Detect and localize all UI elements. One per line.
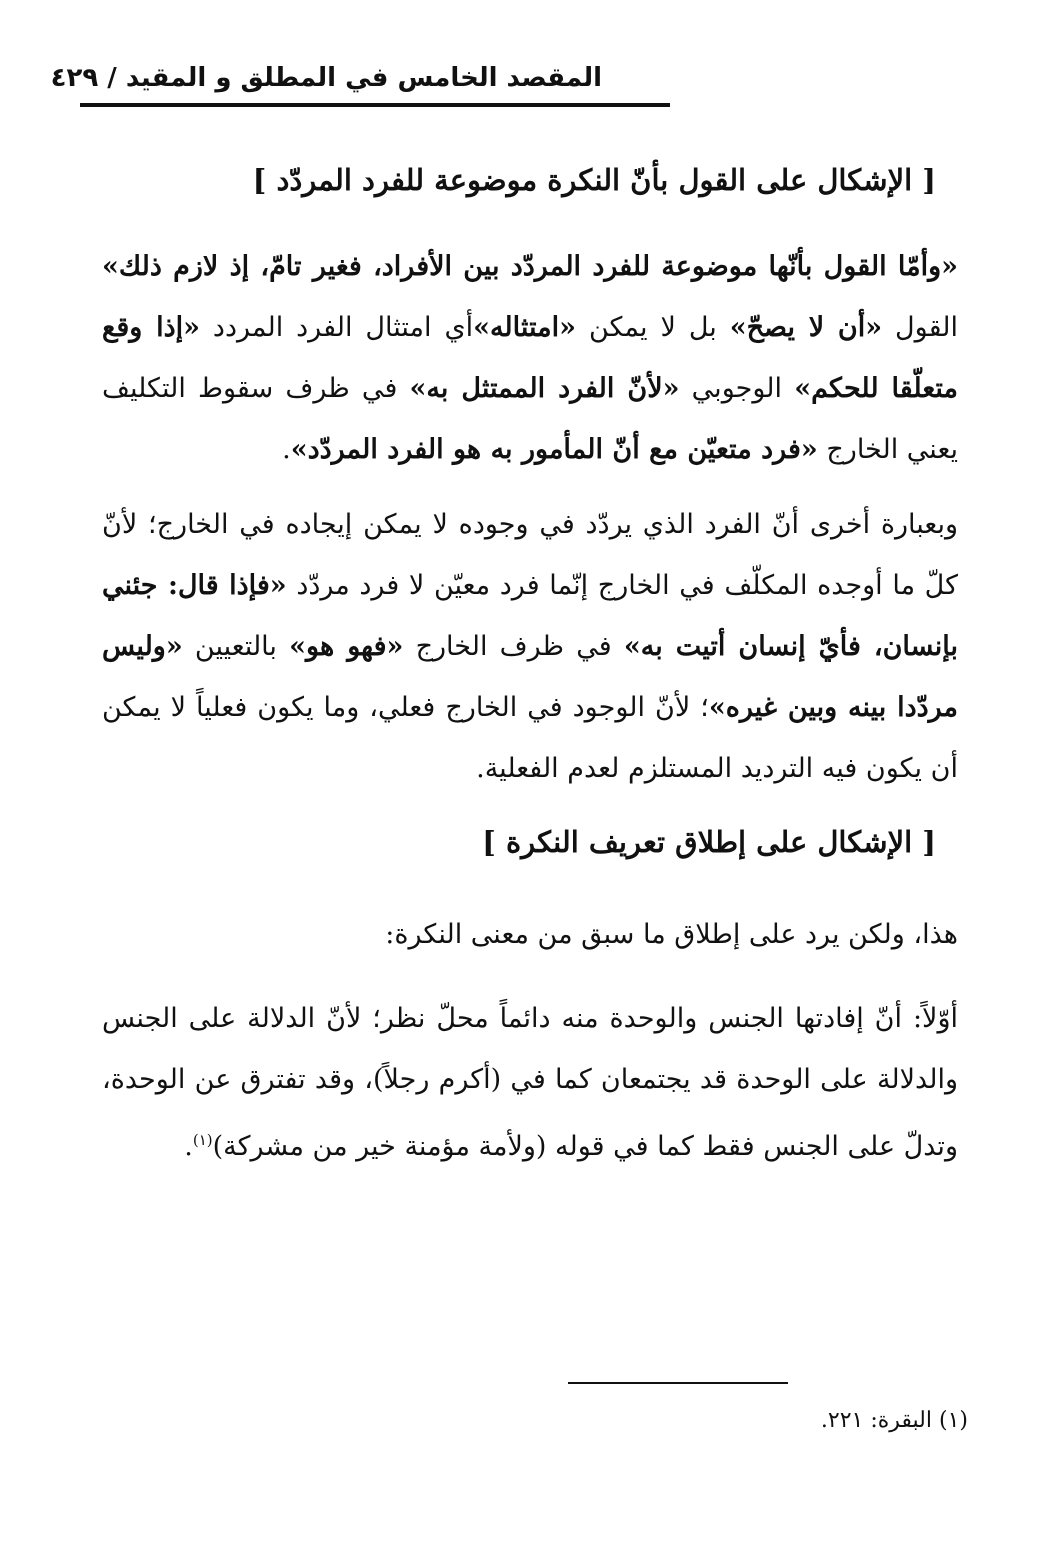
paragraph-3 — [102, 904, 958, 965]
paragraph-1 — [102, 236, 958, 480]
paragraph-2 — [102, 494, 958, 799]
section-heading-1: [ الإشكال على القول بأنّ النكرة موضوعة للفرد المردّد ] — [252, 163, 936, 197]
section-heading-2: [ الإشكال على إطلاق تعريف النكرة ] — [482, 825, 936, 859]
quoted-text: «فهو هو» — [289, 631, 404, 662]
commentary-text: . — [282, 434, 291, 465]
commentary-text: في ظرف سقوط التكليف يعني الخارج — [102, 373, 958, 465]
commentary-text: الوجوبي — [679, 373, 795, 404]
commentary-text: هذا، ولكن يرد على إطلاق ما سبق من معنى النكرة: — [385, 919, 958, 950]
running-header: المقصد الخامس في المطلق و المقيد / ٤٢٩ — [50, 63, 602, 93]
commentary-text: في ظرف الخارج — [403, 631, 624, 662]
quoted-text: «وأمّا القول بأنّها موضوعة للفرد المردّد بين الأفراد، فغير تامّ، إذ لازم ذلك» — [102, 251, 958, 282]
commentary-text: أي امتثال الفرد المردد — [199, 312, 474, 343]
quoted-text: «أن لا يصحّ» — [729, 312, 883, 343]
header-rule — [80, 103, 670, 107]
footnote-1 — [821, 1406, 968, 1436]
quoted-text: «لأنّ الفرد الممتثل به» — [409, 373, 680, 404]
paragraph-4 — [102, 988, 958, 1177]
commentary-text: بالتعيين — [182, 631, 290, 662]
quoted-text: «امتثاله» — [473, 312, 577, 343]
commentary-text: أوّلاً: أنّ إفادتها الجنس والوحدة منه دائماً محلّ نظر؛ لأنّ الدلالة على الجنس والدلالة على الوحدة قد يجتمعان كما في (أكرم رجلاً)، وقد تفترق عن الوحدة، وتدلّ على الجنس فقط كما في قوله (ولأمة مؤمنة خير من مشركة) — [102, 1003, 958, 1162]
commentary-text: القول — [882, 312, 958, 343]
quoted-text: «وليس مردّدا بينه وبين غيره» — [102, 631, 959, 723]
quoted-text: «فرد متعيّن مع أنّ المأمور به هو الفرد المردّد» — [290, 434, 818, 465]
footnote-reference[interactable]: (١) — [192, 1131, 213, 1149]
footnote-marker: (١) — [938, 1408, 968, 1433]
quoted-text: «فإذا قال: جئني بإنسان، فأيّ إنسان أتيت به» — [102, 570, 959, 662]
commentary-text: وبعبارة أخرى أنّ الفرد الذي يردّد في وجوده لا يمكن إيجاده في الخارج؛ لأنّ كلّ ما أوجده المكلّف في الخارج إنّما فرد معيّن لا فرد مردّد — [102, 509, 958, 601]
commentary-text: ؛ لأنّ الوجود في الخارج فعلي، وما يكون فعلياً لا يمكن أن يكون فيه الترديد المستلزم لعدم الفعلية. — [102, 692, 958, 784]
footnote-rule — [568, 1382, 788, 1384]
commentary-text: . — [184, 1131, 193, 1162]
footnote-text: البقرة: ٢٢١. — [820, 1408, 939, 1433]
commentary-text: بل لا يمكن — [576, 312, 730, 343]
quoted-text: «إذا وقع متعلّقا للحكم» — [102, 312, 959, 404]
